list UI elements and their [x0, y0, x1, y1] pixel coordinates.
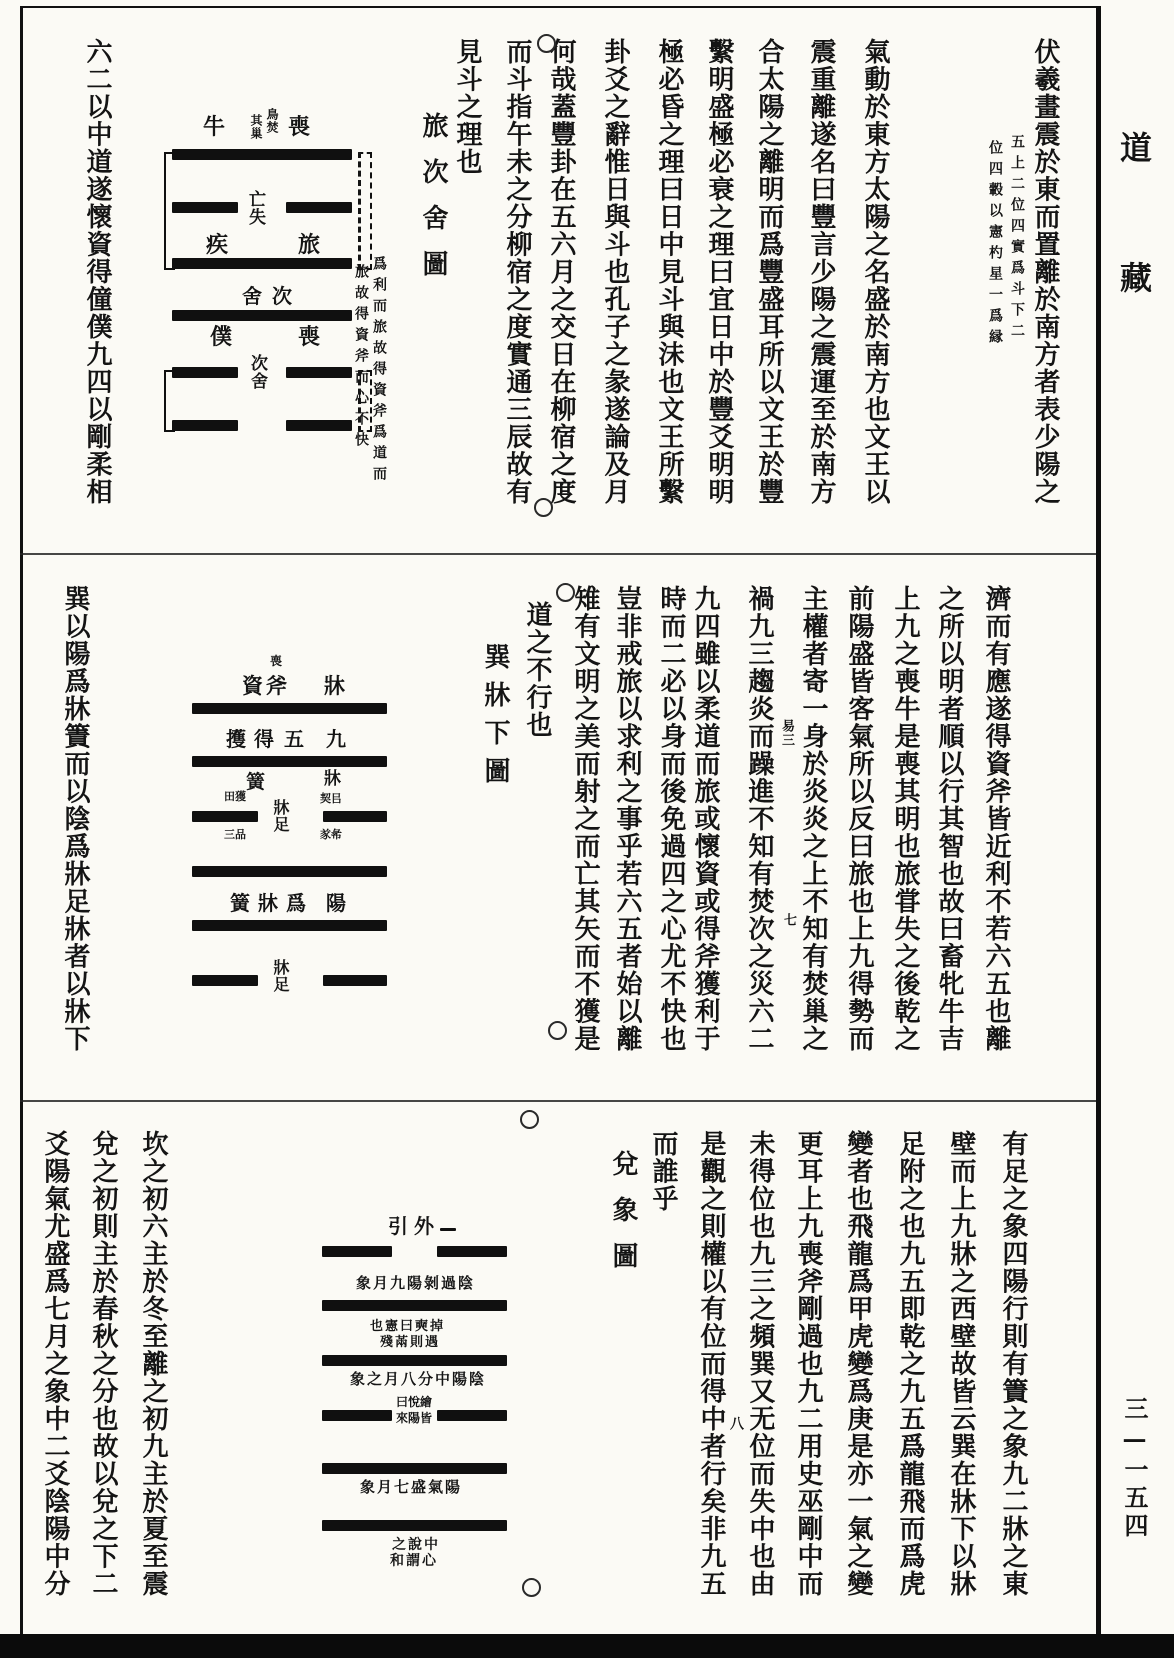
- hexagram-line-1-yang: [322, 1520, 507, 1531]
- hexagram-line-5-yang: [322, 1300, 507, 1311]
- diagram-label-de: 得: [254, 727, 274, 751]
- diagram-label-loss2: 喪: [298, 324, 321, 350]
- diagram-tiny-label: 鳥焚: [265, 108, 279, 134]
- frame-bottom-bar: [0, 1634, 1174, 1658]
- diagram-title-xunchuangxia: 巽牀下圖: [480, 643, 510, 795]
- diagram-tiny-label: 契㠯: [320, 792, 342, 805]
- text-column: 爻陽氣尤盛爲七月之象中二爻陰陽中分: [40, 1130, 70, 1598]
- diagram-label-slats2: 簧: [230, 891, 250, 915]
- gutter-mark: 易三: [779, 719, 794, 747]
- text-column: 繫明盛極必衰之理曰宜日中於豐爻明明: [704, 38, 734, 506]
- diagram-label-bed2: 牀: [324, 769, 341, 789]
- hexagram-line-2-yang: [322, 1463, 507, 1474]
- diagram-small-note: 也憲曰奭掉: [370, 1319, 446, 1334]
- diagram-label-huo: 擭: [226, 727, 246, 751]
- diagram-gap-label-lodge: 次舍: [247, 354, 267, 390]
- text-column: 禍九三趨炎而躁進不知有焚次之災六二: [744, 585, 774, 1053]
- section-circle-icon: [534, 498, 553, 517]
- hexagram-line-6-yang: [192, 703, 387, 714]
- page-number: 三—一五四: [1120, 1396, 1149, 1541]
- band-middle: [20, 553, 1096, 1100]
- hexagram-line-1-yin-left: [172, 420, 238, 431]
- diagram-row-label: 象月七盛氣陽: [360, 1478, 463, 1496]
- diagram-tiny-label: 其巢: [249, 114, 263, 140]
- hexagram-line-6-yang: [172, 149, 352, 160]
- label-dash: [440, 1228, 456, 1231]
- text-column: 卦爻之辭惟日與斗也孔子之彖遂論及月: [600, 38, 630, 506]
- text-column: 壁而上九牀之西壁故皆云巽在牀下以牀: [946, 1130, 976, 1598]
- section-circle-icon: [548, 1021, 567, 1040]
- diagram-label-travel: 旅: [298, 232, 321, 258]
- diagram-label-illness: 疾: [206, 232, 229, 258]
- diagram-label-wei: 爲: [286, 891, 306, 915]
- diagram-label-yin: 引: [388, 1214, 408, 1238]
- diagram-gap-label-bedlegs: 牀足: [271, 959, 290, 993]
- hexagram-line-2-yin-right: [286, 367, 352, 378]
- band-bottom: [20, 1100, 1096, 1636]
- diagram-label-servant: 僕: [210, 324, 233, 350]
- section-circle-icon: [537, 34, 556, 53]
- text-column: 而斗指午未之分柳宿之度實通三辰故有: [502, 38, 532, 506]
- text-column: 是觀之則權以有位而得中者行矣非九五: [696, 1130, 726, 1598]
- text-column: 時而二必以身而後免過四之心尤不快也: [656, 585, 686, 1053]
- hexagram-line-4-yang: [172, 258, 352, 269]
- text-column: 豈非戒旅以求利之事乎若六五者始以離: [612, 585, 642, 1053]
- text-column: 道之不行也: [522, 601, 552, 739]
- interlinear-note-right: 五上二位四實爲斗下二: [1009, 134, 1025, 344]
- margin-divider-rule: [1096, 6, 1101, 1636]
- diagram-label-wu: 五: [284, 727, 304, 751]
- diagram-label-zi: 資: [242, 673, 263, 698]
- text-column: 六二以中道遂懷資得僮僕九四以剛柔相: [82, 38, 112, 506]
- diagram-tiny-label: 㒸㣇: [320, 828, 342, 841]
- diagram-label-lodge-row: 舍次: [242, 284, 302, 308]
- text-column: 坎之初六主於冬至離之初九主於夏至震: [138, 1130, 168, 1598]
- hexagram-line-6-yin-right: [437, 1246, 507, 1257]
- hexagram-line-3-yang: [172, 310, 352, 321]
- hexagram-line-4-yang: [322, 1355, 507, 1366]
- diagram-gap-label-lost-arrow: 亡失: [245, 190, 265, 226]
- text-column: 巽以陽爲牀簀而以陰爲牀足牀者以牀下: [60, 585, 90, 1053]
- text-column: 何哉蓋豐卦在五六月之交日在柳宿之度: [546, 38, 576, 506]
- diagram-label-yang: 陽: [326, 891, 346, 915]
- diagram-sidenote-left: 旅故得資斧而心不快: [353, 264, 369, 453]
- text-column: 九四雖以柔道而旅或懷資或得斧獲利于: [690, 585, 720, 1053]
- diagram-gap-note: 曰悅繪: [396, 1395, 433, 1409]
- text-column: 變者也飛龍爲甲虎變爲庚是亦一氣之變: [843, 1130, 873, 1598]
- hexagram-line-6-yin-left: [322, 1246, 392, 1257]
- diagram-tiny-label: 喪: [270, 654, 283, 668]
- text-column: 上九之喪牛是喪其明也旅甞失之後乾之: [890, 585, 920, 1053]
- hexagram-line-4-yin-left: [192, 811, 258, 822]
- section-circle-icon: [520, 1110, 539, 1129]
- diagram-label-jiu: 九: [326, 727, 346, 751]
- gutter-mark: 七: [781, 913, 796, 927]
- text-column: 兌之初則主於春秋之分也故以兌之下二: [88, 1130, 118, 1598]
- text-column: 足附之也九五即乾之九五爲龍飛而爲虎: [895, 1130, 925, 1598]
- hexagram-line-3-yin-right: [437, 1410, 507, 1421]
- diagram-label-axe: 斧: [266, 673, 287, 698]
- text-column: 更耳上九喪斧剛過也九二用史巫剛中而: [793, 1130, 823, 1598]
- hexagram-line-3-yang: [192, 866, 387, 877]
- text-column: 之所以明者順以行其智也故曰畜牝牛吉: [934, 585, 964, 1053]
- interlinear-note-left: 位四轂以憲杓星一爲縁: [987, 140, 1003, 350]
- gutter-mark: 八: [728, 1416, 744, 1431]
- diagram-label-bed: 牀: [324, 673, 345, 698]
- diagram-label-ox: 牛: [203, 114, 226, 140]
- hexagram-line-1-yin-left: [192, 975, 258, 986]
- diagram-label-bed3: 牀: [258, 891, 278, 915]
- diagram-tiny-label: 三品: [224, 828, 246, 841]
- hexagram-line-1-yin-right: [286, 420, 352, 431]
- diagram-label-loss: 喪: [288, 114, 311, 140]
- diagram-row-label: 象之月八分中陽陰: [350, 1370, 487, 1388]
- text-column: 未得位也九三之頻巽又无位而失中也由: [745, 1130, 775, 1598]
- diagram-gap-note: 來陽皆: [396, 1411, 433, 1425]
- diagram-label-slats: 簧: [246, 771, 266, 793]
- diagram-sidenote-right: 爲利而旅故得資斧爲道而: [371, 256, 387, 487]
- diagram-small-note: 和謂心: [390, 1553, 438, 1569]
- diagram-tiny-label: 田獲: [224, 790, 246, 803]
- diagram-small-note: 之說中: [392, 1537, 440, 1553]
- canon-title-char-zang: 藏: [1120, 259, 1153, 297]
- text-column: 伏羲畫震於東而置離於南方者表少陽之: [1030, 38, 1060, 506]
- text-column: 見斗之理也: [452, 38, 482, 176]
- section-circle-icon: [556, 583, 575, 602]
- text-column: 而誰乎: [648, 1130, 678, 1213]
- diagram-gap-label-bedlegs: 牀足: [271, 799, 290, 833]
- text-column: 震重離遂名曰豐言少陽之震運至於南方: [806, 38, 836, 506]
- hexagram-line-3-yin-left: [322, 1410, 392, 1421]
- hexagram-line-5-yin-left: [172, 202, 238, 213]
- hexagram-line-2-yin-left: [172, 367, 238, 378]
- text-column: 有足之象四陽行則有簀之象九二牀之東: [998, 1130, 1028, 1598]
- section-circle-icon: [522, 1578, 541, 1597]
- trigram-bracket-right: [358, 152, 372, 270]
- diagram-small-note: 殘㒼則遇: [380, 1335, 441, 1350]
- hexagram-line-2-yang: [192, 920, 387, 931]
- text-column: 前陽盛皆客氣所以反曰旅也上九得勢而: [844, 585, 874, 1053]
- text-column: 雉有文明之美而射之而亡其矢而不獲是: [570, 585, 600, 1053]
- diagram-title-duixiang: 兌象圖: [608, 1150, 638, 1288]
- hexagram-line-4-yin-right: [323, 811, 387, 822]
- hexagram-line-5-yang: [192, 756, 387, 767]
- text-column: 濟而有應遂得資斧皆近利不若六五也離: [981, 585, 1011, 1053]
- diagram-label-wai: 外: [414, 1214, 434, 1238]
- diagram-title-lvcishe: 旅次舍圖: [418, 112, 448, 296]
- canon-title-char-dao: 道: [1120, 129, 1153, 167]
- text-column: 氣動於東方太陽之名盛於南方也文王以: [860, 38, 890, 506]
- text-column: 合太陽之離明而爲豐盛耳所以文王於豐: [754, 38, 784, 506]
- hexagram-line-5-yin-right: [286, 202, 352, 213]
- text-column: 極必昏之理曰日中見斗與沬也文王所繫: [654, 38, 684, 506]
- band-top: [20, 6, 1096, 553]
- hexagram-line-1-yin-right: [323, 975, 387, 986]
- diagram-row-label: 象月九陽剝過陰: [356, 1274, 476, 1292]
- text-column: 主權者寄一身於炎炎之上不知有焚巢之: [798, 585, 828, 1053]
